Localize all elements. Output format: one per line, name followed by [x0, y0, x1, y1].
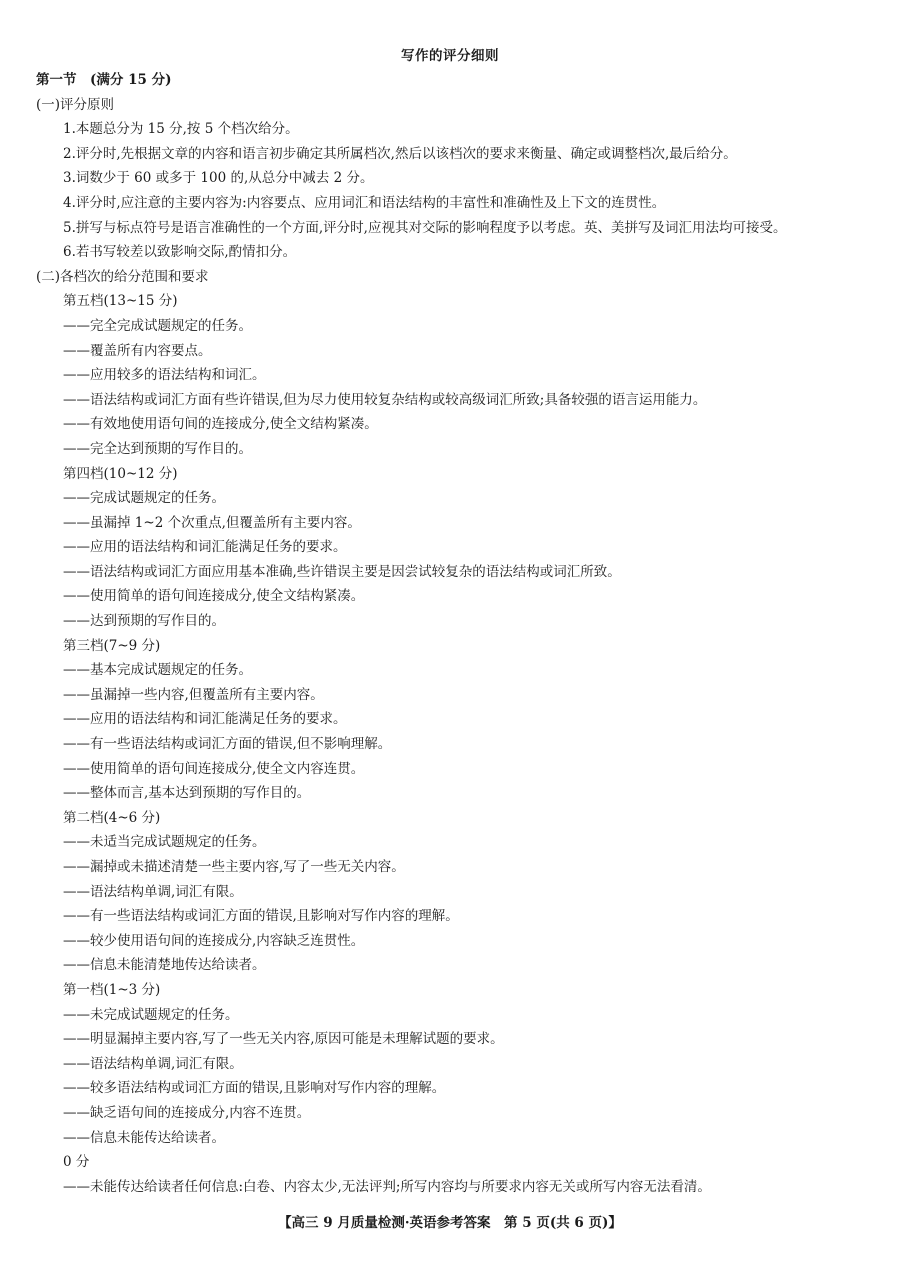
levels-heading: (二)各档次的给分范围和要求 — [36, 268, 209, 285]
level-criterion: ——语法结构或词汇方面应用基本准确,些许错误主要是因尝试较复杂的语法结构或词汇所致。 — [63, 563, 621, 580]
level-criterion: ——使用简单的语句间连接成分,使全文内容连贯。 — [63, 760, 365, 777]
document-title: 写作的评分细则 — [401, 48, 499, 64]
level-criterion: ——有一些语法结构或词汇方面的错误,但不影响理解。 — [63, 736, 392, 753]
level-heading: 第三档(7~9 分) — [63, 637, 161, 654]
level-heading: 第四档(10~12 分) — [63, 465, 178, 482]
level-criterion: ——有一些语法结构或词汇方面的错误,且影响对写作内容的理解。 — [63, 908, 459, 925]
level-criterion: ——虽漏掉 1~2 个次重点,但覆盖所有主要内容。 — [63, 514, 361, 531]
principle-item: 6.若书写较差以致影响交际,酌情扣分。 — [63, 244, 297, 261]
principle-item: 5.拼写与标点符号是语言准确性的一个方面,评分时,应视其对交际的影响程度予以考虑。英、美拼写及词汇用法均可接受。 — [63, 219, 787, 236]
level-heading: 第五档(13~15 分) — [63, 293, 178, 310]
level-criterion: ——未适当完成试题规定的任务。 — [63, 834, 266, 851]
principles-heading: (一)评分原则 — [36, 96, 115, 113]
level-heading: 0 分 — [63, 1154, 90, 1171]
level-criterion: ——信息未能传达给读者。 — [63, 1129, 225, 1146]
level-criterion: ——未能传达给读者任何信息:白卷、内容太少,无法评判;所写内容均与所要求内容无关或所写内容无法看清。 — [63, 1178, 711, 1195]
section-heading: 第一节 (满分 15 分) — [36, 72, 172, 88]
principle-item: 3.词数少于 60 或多于 100 的,从总分中减去 2 分。 — [63, 170, 374, 187]
level-criterion: ——达到预期的写作目的。 — [63, 613, 225, 630]
level-criterion: ——信息未能清楚地传达给读者。 — [63, 957, 266, 974]
level-heading: 第一档(1~3 分) — [63, 981, 161, 998]
level-criterion: ——完全达到预期的写作目的。 — [63, 440, 252, 457]
level-criterion: ——漏掉或未描述清楚一些主要内容,写了一些无关内容。 — [63, 859, 405, 875]
level-criterion: ——有效地使用语句间的连接成分,使全文结构紧凑。 — [63, 416, 378, 433]
level-criterion: ——语法结构单调,词汇有限。 — [63, 1055, 243, 1072]
level-criterion: ——基本完成试题规定的任务。 — [63, 662, 252, 679]
level-criterion: ——较少使用语句间的连接成分,内容缺乏连贯性。 — [63, 932, 365, 949]
level-criterion: ——缺乏语句间的连接成分,内容不连贯。 — [63, 1104, 311, 1121]
level-criterion: ——完成试题规定的任务。 — [63, 490, 225, 507]
level-heading: 第二档(4~6 分) — [63, 809, 161, 826]
level-criterion: ——完全完成试题规定的任务。 — [63, 317, 252, 334]
level-criterion: ——整体而言,基本达到预期的写作目的。 — [63, 785, 311, 802]
level-criterion: ——虽漏掉一些内容,但覆盖所有主要内容。 — [63, 686, 324, 703]
level-criterion: ——应用的语法结构和词汇能满足任务的要求。 — [63, 539, 347, 556]
level-criterion: ——未完成试题规定的任务。 — [63, 1006, 239, 1023]
level-criterion: ——明显漏掉主要内容,写了一些无关内容,原因可能是未理解试题的要求。 — [63, 1031, 504, 1048]
level-criterion: ——语法结构单调,词汇有限。 — [63, 883, 243, 900]
level-criterion: ——覆盖所有内容要点。 — [63, 342, 212, 359]
document-body — [36, 68, 876, 1199]
level-criterion: ——应用的语法结构和词汇能满足任务的要求。 — [63, 711, 347, 728]
level-criterion: ——应用较多的语法结构和词汇。 — [63, 367, 266, 384]
principle-item: 2.评分时,先根据文章的内容和语言初步确定其所属档次,然后以该档次的要求来衡量、确定或调整档次,最后给分。 — [63, 145, 737, 162]
page-footer: 【高三 9 月质量检测·英语参考答案 第 5 页(共 6 页)】 — [278, 1215, 622, 1231]
level-criterion: ——语法结构或词汇方面有些许错误,但为尽力使用较复杂结构或较高级词汇所致;具备较强的语言运用能力。 — [63, 391, 707, 408]
principle-item: 4.评分时,应注意的主要内容为:内容要点、应用词汇和语法结构的丰富性和准确性及上下文的连贯性。 — [63, 194, 666, 211]
level-criterion: ——较多语法结构或词汇方面的错误,且影响对写作内容的理解。 — [63, 1080, 446, 1097]
level-criterion: ——使用简单的语句间连接成分,使全文结构紧凑。 — [63, 588, 365, 605]
principle-item: 1.本题总分为 15 分,按 5 个档次给分。 — [63, 121, 299, 138]
